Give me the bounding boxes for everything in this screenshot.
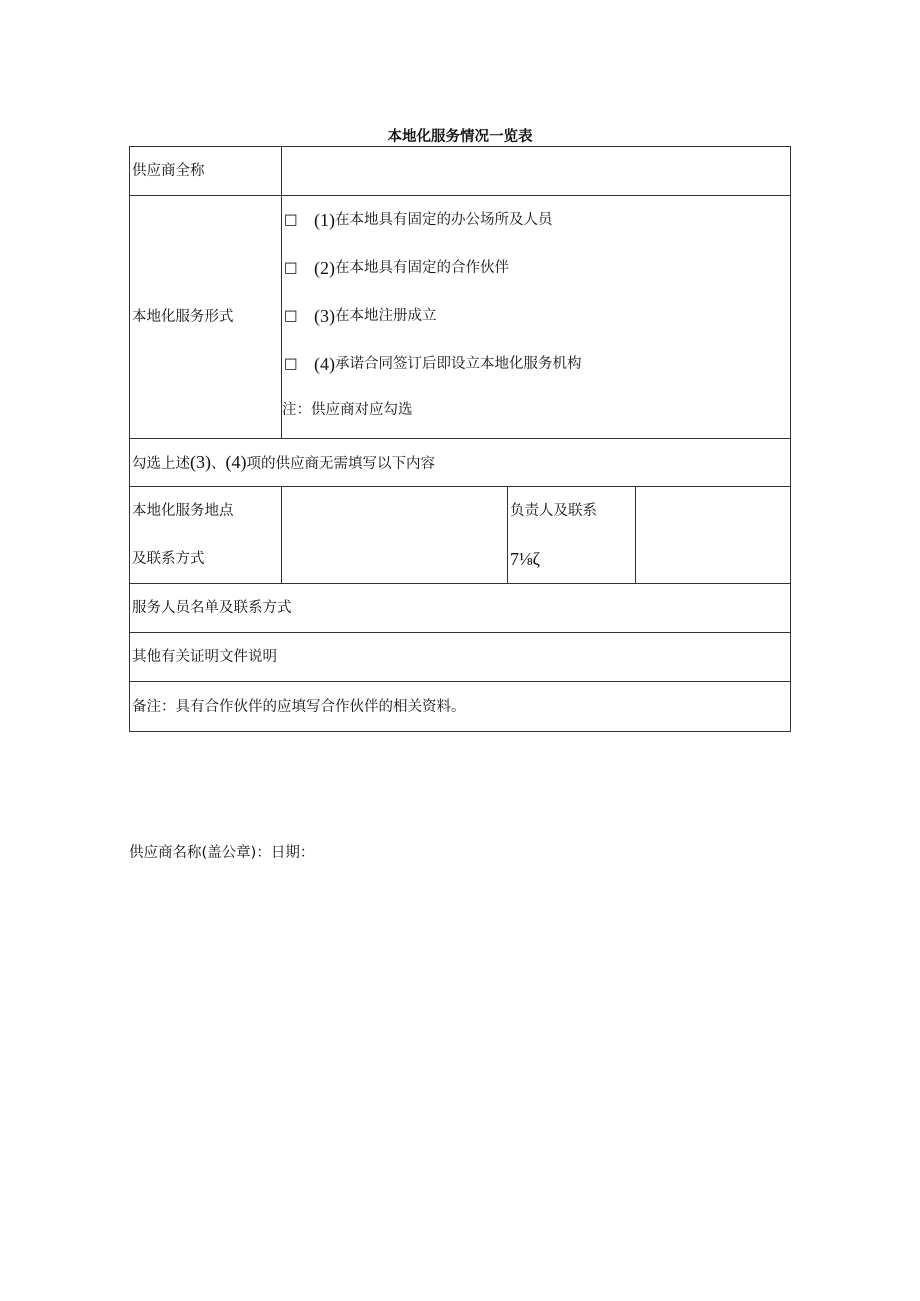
contact-label bbox=[508, 487, 636, 584]
option-number: (1) bbox=[314, 210, 335, 230]
remark: 备注：具有合作伙伴的应填写合作伙伴的相关资料。 bbox=[130, 682, 791, 732]
conditional-note bbox=[130, 439, 791, 487]
page-title: 本地化服务情况一览表 bbox=[387, 129, 533, 145]
note-number-4: (4) bbox=[225, 451, 247, 472]
signature-line: 供应商名称(盖公章)：日期： bbox=[129, 845, 315, 861]
service-option-4[interactable] bbox=[282, 340, 790, 388]
note-separator: 、 bbox=[211, 455, 226, 472]
contact-label-line1: 负责人及联系 bbox=[510, 503, 597, 519]
option-number: (4) bbox=[314, 354, 335, 374]
location-field[interactable] bbox=[282, 487, 508, 584]
checkbox-icon[interactable]: □ bbox=[284, 212, 298, 228]
service-form-label: 本地化服务形式 bbox=[130, 196, 282, 439]
option-number: (3) bbox=[314, 306, 335, 326]
table-row bbox=[130, 633, 791, 682]
service-option-1[interactable] bbox=[282, 196, 790, 244]
table-row bbox=[130, 487, 791, 584]
checkbox-icon[interactable]: □ bbox=[284, 260, 298, 276]
checkbox-icon[interactable]: □ bbox=[284, 308, 298, 324]
option-number: (2) bbox=[314, 258, 335, 278]
table-row bbox=[130, 682, 791, 732]
table-row bbox=[130, 439, 791, 487]
checkbox-icon[interactable]: □ bbox=[284, 356, 298, 372]
option-text: 在本地具有固定的合作伙伴 bbox=[335, 260, 509, 276]
table-row bbox=[130, 584, 791, 633]
note-suffix: 项的供应商无需填写以下内容 bbox=[246, 455, 435, 472]
contact-label-line2: 7⅛ζ bbox=[510, 549, 540, 569]
table-row bbox=[130, 147, 791, 196]
contact-field[interactable] bbox=[636, 487, 791, 584]
note-number-3: (3) bbox=[190, 451, 211, 472]
option-text: 在本地注册成立 bbox=[335, 308, 437, 324]
options-note: 注：供应商对应勾选 bbox=[282, 402, 413, 418]
location-label bbox=[130, 487, 282, 584]
service-form-table bbox=[129, 146, 791, 732]
note-prefix: 勾选上述 bbox=[132, 455, 190, 472]
location-label-line1: 本地化服务地点 bbox=[132, 503, 234, 519]
option-text: 承诺合同签订后即设立本地化服务机构 bbox=[335, 356, 582, 372]
service-option-3[interactable] bbox=[282, 292, 790, 340]
other-docs-label: 其他有关证明文件说明 bbox=[130, 633, 791, 682]
table-row bbox=[130, 196, 791, 439]
service-option-2[interactable] bbox=[282, 244, 790, 292]
staff-list-label: 服务人员名单及联系方式 bbox=[130, 584, 791, 633]
location-label-line2: 及联系方式 bbox=[132, 551, 205, 567]
supplier-name-label: 供应商全称 bbox=[130, 147, 282, 196]
service-form-options bbox=[282, 196, 791, 439]
option-text: 在本地具有固定的办公场所及人员 bbox=[335, 212, 553, 228]
supplier-name-field[interactable] bbox=[282, 147, 791, 196]
